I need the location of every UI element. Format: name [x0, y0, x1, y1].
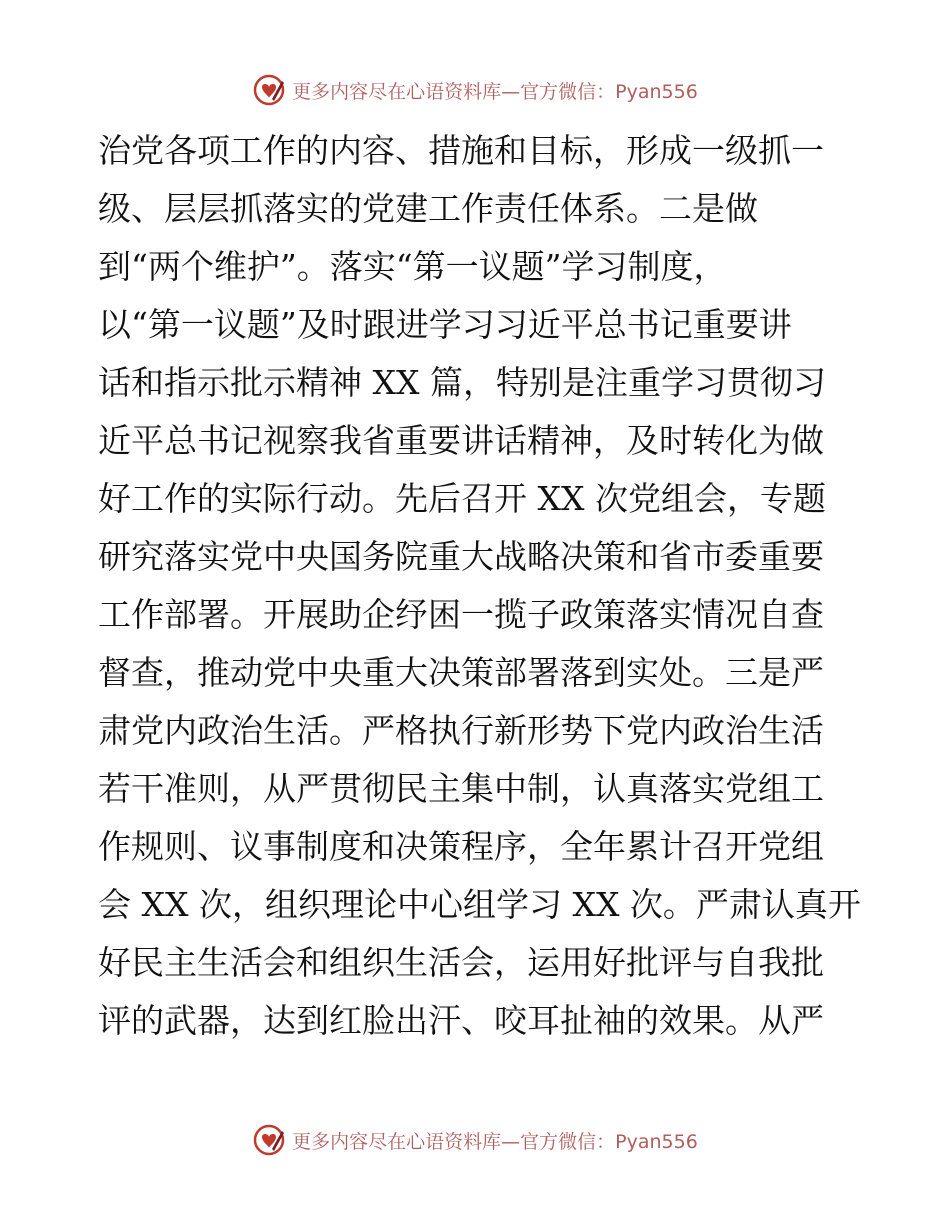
body-line: 治党各项工作的内容、措施和目标，形成一级抓一: [98, 131, 824, 170]
body-line: 会 XX 次，组织理论中心组学习 XX 次。严肃认真开: [98, 885, 861, 924]
body-line: 作规则、议事制度和决策程序，全年累计召开党组: [98, 827, 824, 866]
body-line: 肃党内政治生活。严格执行新形势下党内政治生活: [98, 711, 824, 750]
body-line: 评的武器，达到红脸出汗、咬耳扯袖的效果。从严: [98, 1001, 824, 1040]
body-line: 近平总书记视察我省重要讲话精神，及时转化为做: [98, 421, 824, 460]
heart-pen-logo-icon: [252, 73, 286, 107]
header-brand-text: 更多内容尽在心语资料库: [292, 80, 502, 103]
body-line: 督查，推动党中央重大决策部署落到实处。三是严: [98, 653, 824, 692]
body-line: 话和指示批示精神 XX 篇，特别是注重学习贯彻习: [98, 363, 826, 402]
footer-brand-text: 更多内容尽在心语资料库: [292, 1130, 502, 1153]
body-line: 级、层层抓落实的党建工作责任体系。二是做: [98, 189, 758, 228]
body-line: 若干准则，从严贯彻民主集中制，认真落实党组工: [98, 769, 824, 808]
body-line: 研究落实党中央国务院重大战略决策和省市委重要: [98, 537, 824, 576]
body-line: 到“两个维护”。落实“第一议题”学习制度，: [98, 247, 727, 286]
body-line: 好工作的实际行动。先后召开 XX 次党组会，专题: [98, 479, 826, 518]
header-banner: [0, 70, 950, 110]
footer-separator: —: [501, 1130, 521, 1153]
footer-wechat-text: 官方微信：Pyan556: [520, 1130, 698, 1153]
footer-banner: [0, 1120, 950, 1160]
body-paragraph: [98, 122, 861, 1050]
header-separator: —: [501, 80, 521, 103]
header-wechat-text: 官方微信：Pyan556: [520, 80, 698, 103]
footer-banner-text: [292, 1127, 698, 1154]
body-line: 以“第一议题”及时跟进学习习近平总书记重要讲: [98, 305, 792, 344]
heart-pen-logo-icon: [252, 1123, 286, 1157]
body-line: 好民主生活会和组织生活会，运用好批评与自我批: [98, 943, 824, 982]
body-line: 工作部署。开展助企纾困一揽子政策落实情况自查: [98, 595, 824, 634]
header-banner-text: [292, 77, 698, 104]
